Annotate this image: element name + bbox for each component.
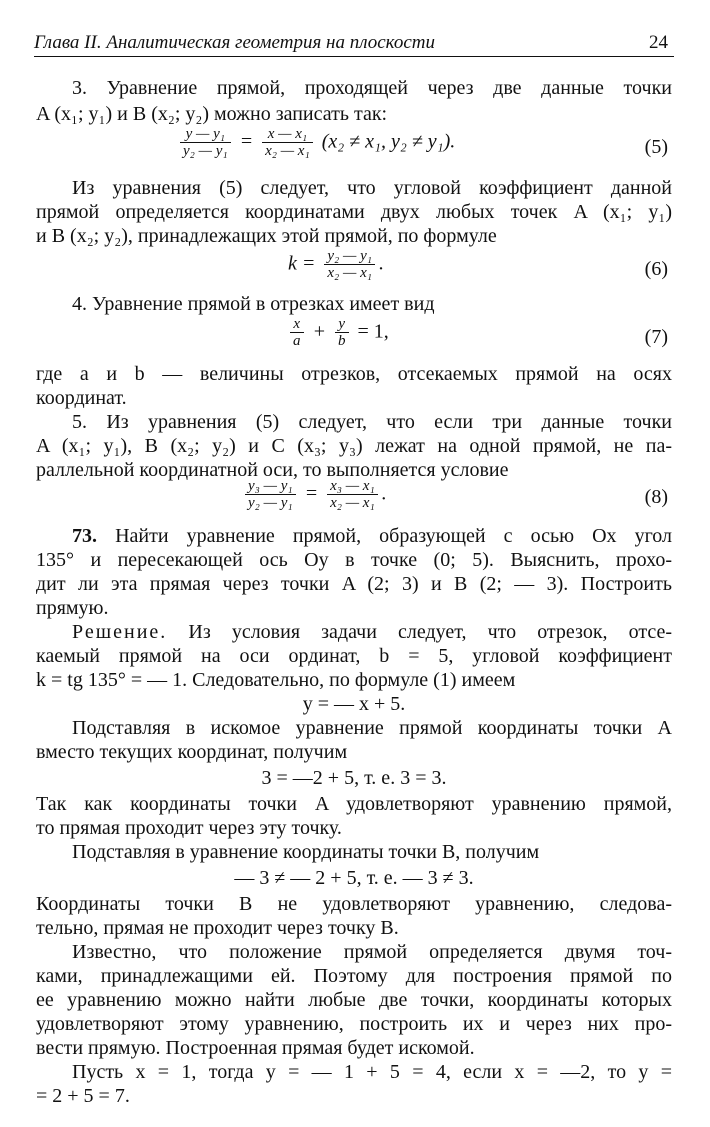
text-line: вместо текущих координат, получим	[36, 741, 348, 763]
formula-line: — 3 ≠ — 2 + 5, т. е. — 3 ≠ 3.	[234, 867, 474, 889]
text-line: дит ли эта прямая через точки A (2; 3) и B (2; — 3). Построить	[36, 573, 672, 595]
text-line: Из уравнения (5) следует, что угловой коэффициент данной	[72, 177, 672, 199]
fraction: $\frac{\text{y₃ — y₁}}{\text{y₂ — y₁}}$	[245, 478, 296, 512]
text-line: ее уравнению можно найти любые две точки, координаты которых	[36, 989, 672, 1011]
text-line: A (x₁; y₁), B (x₂; y₂) и C (x₃; y₃) лежат на одной прямой, не па-	[36, 435, 672, 457]
text-line: Пусть x = 1, тогда y = — 1 + 5 = 4, если x = —2, то y =	[72, 1061, 672, 1083]
text-line: координат.	[36, 387, 127, 409]
text-line: 5. Из уравнения (5) следует, что если три данные точки	[72, 411, 672, 433]
fraction: $\frac{\text{y — y₁}}{\text{y₂ — y₁}}$	[180, 126, 231, 160]
text-line: Координаты точки B не удовлетворяют уравнению, следова-	[36, 893, 672, 915]
text-line: 4. Уравнение прямой в отрезках имеет вид	[72, 293, 435, 315]
problem-number: 73.	[72, 525, 97, 547]
solution-line: Решение. Из условия задачи следует, что отрезок, отсе-	[72, 621, 673, 643]
formula-line: y = — x + 5.	[302, 693, 406, 715]
text-line: вести прямую. Построенная прямая будет искомой.	[36, 1037, 475, 1059]
text-line: 135° и пересекающей ось Oy в точке (0; 5). Выяснить, прохо-	[36, 549, 672, 571]
text-line: каемый прямой на оси ординат, b = 5, угловой коэффициент	[36, 645, 672, 667]
text-line: и B (x₂; y₂), принадлежащих этой прямой, по формуле	[36, 225, 497, 247]
text-line: прямую.	[36, 597, 109, 619]
text-line: Подставляя в уравнение координаты точки B, получим	[72, 841, 540, 863]
equation-8: $\frac{\text{y₃ — y₁}}{\text{y₂ — y₁}}$ = $\frac{\text{x₃ — x₁}}{\text{x₂ — x₁}}$ . (8)	[36, 478, 672, 522]
formula-line: 3 = —2 + 5, т. е. 3 = 3.	[261, 767, 447, 789]
equation-number: (8)	[644, 486, 668, 508]
equation-number: (6)	[644, 258, 668, 280]
text-line: A (x₁; y₁) и B (x₂; y₂) можно записать так:	[36, 103, 388, 125]
page-number: 24	[649, 32, 668, 53]
solution-heading: Решение.	[72, 621, 168, 643]
text-line: тельно, прямая не проходит через точку B.	[36, 917, 399, 939]
equation-number: (5)	[644, 136, 668, 158]
equation-5: $\frac{\text{y — y₁}}{\text{y₂ — y₁}}$ = $\frac{\text{x — x₁}}{\text{x₂ — x₁}}$ (x₂ ≠ x₁, y₂ ≠ y₁). (5)	[36, 126, 672, 176]
text-line: 3. Уравнение прямой, проходящей через две данные точки	[72, 77, 672, 99]
text-line: Известно, что положение прямой определяется двумя точ-	[72, 941, 672, 963]
fraction: $\frac{\text{y₂ — y₁}}{\text{x₂ — x₁}}$	[324, 248, 375, 282]
problem-statement: 73. Найти уравнение прямой, образующей с осью Ox угол	[72, 525, 673, 547]
text-line: = 2 + 5 = 7.	[36, 1085, 130, 1107]
page-header	[34, 30, 674, 57]
text-line: удовлетворяют этому уравнению, построить их и через них про-	[36, 1013, 672, 1035]
fraction: $\frac{\text{x — x₁}}{\text{x₂ — x₁}}$	[262, 126, 313, 160]
text-line: Так как координаты точки A удовлетворяют уравнению прямой,	[36, 793, 672, 815]
text-line: k = tg 135° = — 1. Следовательно, по формуле (1) имеем	[36, 669, 516, 691]
text-line: то прямая проходит через эту точку.	[36, 817, 342, 839]
text-line: раллельной координатной оси, то выполняется условие	[36, 459, 509, 481]
text-line: прямой определяется координатами двух любых точек A (x₁; y₁)	[36, 201, 672, 223]
fraction: $\frac{y}{b}$	[335, 316, 349, 350]
fraction: $\frac{\text{x₃ — x₁}}{\text{x₂ — x₁}}$	[327, 478, 378, 512]
equation-6: k = $\frac{\text{y₂ — y₁}}{\text{x₂ — x₁}}$ . (6)	[288, 248, 668, 281]
chapter-title: Глава II. Аналитическая геометрия на плоскости	[34, 32, 435, 53]
fraction: $\frac{x}{a}$	[290, 316, 304, 350]
text-line: ками, принадлежащими ей. Поэтому для построения прямой по	[36, 965, 672, 987]
text-line: Подставляя в искомое уравнение прямой координаты точки A	[72, 717, 672, 739]
text-line: где a и b — величины отрезков, отсекаемых прямой на осях	[36, 363, 672, 385]
equation-number: (7)	[644, 326, 668, 348]
equation-7: $\frac{x}{a}$ + $\frac{y}{b}$ = 1, (7)	[36, 316, 672, 362]
